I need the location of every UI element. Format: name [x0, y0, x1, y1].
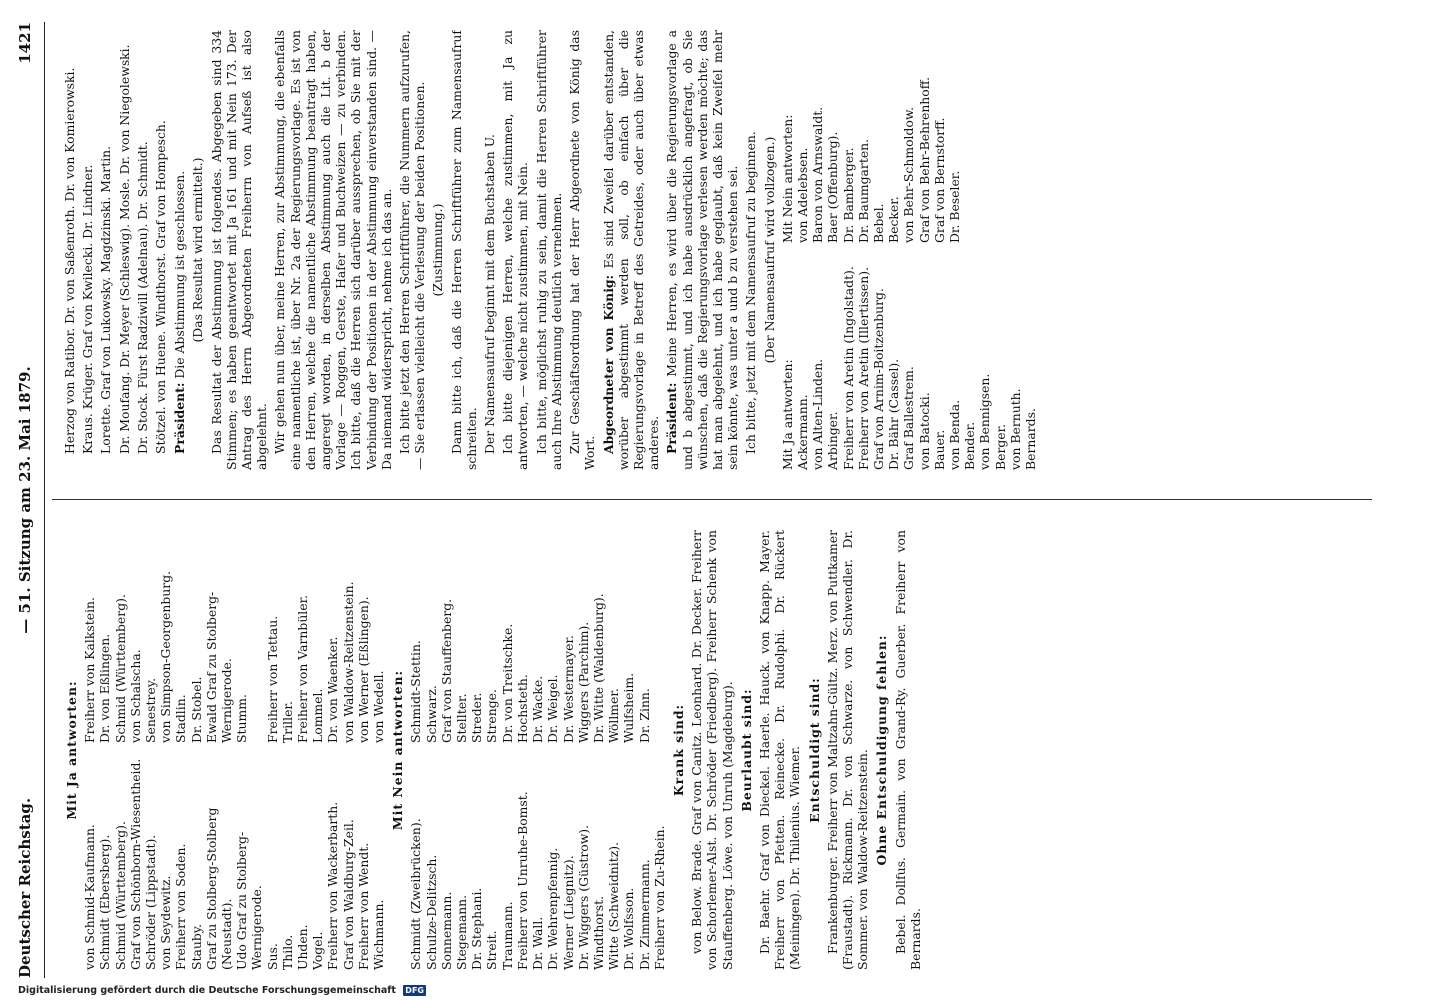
section-heading: Mit Nein antworten:: [779, 114, 795, 243]
member-name: von Schalscha.: [127, 649, 143, 743]
member-name: Becker.: [886, 196, 902, 243]
member-name: Freiherr von Soden.: [173, 843, 189, 970]
member-name: Dr. Wolfsson.: [621, 887, 637, 970]
page-number: 1421: [16, 22, 34, 64]
member-name: von Schmid-Kaufmann.: [82, 824, 98, 970]
absentee-paragraph: von Below. Brade. Graf von Canitz. Leonhard. Dr. Decker. Freiherr von Schorlemer-Alst. Dr. Schröder (Friedberg). Freiherr Schenk von Stauffenberg. Löwe. von Unruh (Magdeburg).: [689, 530, 735, 970]
name-line: Stötzel. von Huene. Windthorst. Graf von Hompesch.: [153, 120, 169, 454]
member-name: Ackermann.: [794, 394, 810, 470]
member-name: Dr. Westermayer.: [560, 635, 576, 743]
member-name: Dr. Wall.: [530, 916, 546, 970]
left-column: [62, 530, 1362, 970]
member-name: Graf zu Stolberg-Stolberg (Neustadt).: [203, 807, 235, 970]
speaker-name: Präsident:: [172, 382, 188, 454]
absentee-paragraph: Bebel. Dollfus. Germain. von Grand-Ry. Guerber. Freiherr von Bernards.: [892, 530, 923, 970]
speaker-name: Abgeordneter von König:: [600, 274, 616, 454]
name-list: [408, 530, 666, 970]
member-name: Dr. Witte (Waldenburg).: [590, 593, 606, 743]
text-paragraph: Wir gehen nun über, meine Herren, zur Abstimmung, die ebenfalls eine namentliche ist, über Nr. 2a der Regierungsvorlage. Es ist von den Herren, welche die namentliche Abstimmung beantragt haben, angeregt worden, in derselben Abstimmung auch die Lit. b der Vorlage — Roggen, Gerste, Hafer und Buchweizen — zu verbinden. Ich bitte, daß die Herren sich darüber aussprechen, ob Sie mit der Verbindung der Positionen in der Abstimmung einverstanden sind. — Da niemand widerspricht, nehme ich das an.: [272, 30, 394, 470]
vote-section: [390, 530, 667, 970]
member-name: Uhden.: [295, 924, 311, 970]
member-name: Bernards.: [1022, 408, 1038, 470]
member-name: von Werner (Eßlingen).: [355, 596, 371, 743]
member-name: Schwarz.: [423, 685, 439, 743]
member-name: Arbinger.: [825, 411, 841, 470]
member-name: Schmidt (Ebersberg).: [97, 834, 113, 970]
member-name: von Bernuth.: [1007, 388, 1023, 470]
text-paragraph: Der Namensaufruf beginnt mit dem Buchstaben U.: [482, 134, 498, 454]
absentee-paragraph: Frankenburger. Freiherr von Maltzahn-Gültz. Merz. von Puttkamer (Fraustadt). Rickmann. Dr. von Schwarze. von Schwendler. Dr. Sommer. von Waldow-Reitzenstein.: [824, 530, 871, 970]
no-list: [780, 30, 1038, 243]
vote-section: [739, 530, 803, 970]
member-name: Windthorst.: [590, 895, 606, 970]
member-name: Wöllmer.: [606, 688, 622, 743]
member-name: Freiherr von Aretin (Illertissen).: [855, 266, 871, 470]
member-name: Graf von Arnim-Boitzenburg.: [870, 288, 886, 470]
member-name: Bauer.: [931, 429, 947, 470]
text-paragraph: Ich bitte, möglichst ruhig zu sein, damit die Herren Schriftführer auch Ihre Abstimmung deutlich vernehmen.: [533, 30, 564, 470]
member-name: Sonnemann.: [438, 891, 454, 970]
member-name: Dr. Bähr (Cassel).: [886, 358, 902, 470]
speech-paragraph: [172, 30, 187, 470]
member-name: Hochsteth.: [514, 674, 530, 743]
member-name: Graf von Stauffenberg.: [438, 598, 454, 743]
member-name: Stadlin.: [173, 694, 189, 743]
member-name: Witte (Schweidnitz).: [606, 841, 622, 970]
member-name: Streit.: [484, 930, 500, 970]
right-column: [62, 30, 1362, 470]
member-name: von Behr-Schmoldow.: [901, 107, 917, 243]
member-name: von Adelebsen.: [794, 147, 810, 243]
digitization-note: [18, 985, 426, 996]
section-heading: Krank sind:: [670, 703, 686, 797]
member-name: Bender.: [962, 421, 978, 470]
member-name: Wichmann.: [371, 899, 387, 970]
member-name: Baer (Offenburg).: [825, 131, 841, 243]
member-name: Freiherr von Unruhe-Bomst.: [514, 791, 530, 970]
member-name: Stellter.: [454, 693, 470, 743]
member-name: Vogel.: [310, 931, 326, 970]
member-name: Dr. Wiggers (Güstrow).: [575, 824, 591, 970]
member-name: von Batocki.: [916, 392, 932, 470]
member-name: Graf von Waldburg-Zeil.: [340, 819, 356, 970]
yes-list: [780, 257, 1038, 470]
name-list: [82, 530, 386, 970]
dfg-logo: DFG: [405, 986, 424, 995]
text-paragraph: Das Resultat der Abstimmung ist folgendes. Abgegeben sind 334 Stimmen; es haben geantwortet mit Ja 161 und mit Nein 173. Der Antrag des Herrn Abgeordneten Freiherrn von Aufseß ist also abgelehnt.: [208, 30, 270, 470]
member-name: Dr. Wacke.: [530, 675, 546, 743]
member-name: Freiherr von Aretin (Ingolstadt).: [840, 266, 856, 470]
section-heading: Ohne Entschuldigung fehlen:: [874, 634, 890, 866]
member-name: Triller.: [279, 701, 295, 743]
header-session: — 51. Sitzung am 23. Mai 1879.: [16, 366, 34, 634]
text-paragraph: Dann bitte ich, daß die Herren Schriftführer zum Namensaufruf schreiten.: [448, 30, 479, 470]
vote-section: [671, 530, 735, 970]
member-name: Strenge.: [484, 689, 500, 743]
member-name: Dr. Baumgarten.: [855, 138, 871, 243]
header-journal-title: Deutscher Reichstag.: [16, 797, 34, 978]
column-divider: [52, 499, 1372, 500]
speech-text: Es sind Zweifel darüber entstanden, worüber abgestimmt werden soll, ob einfach über die Regierungsvorlage in Betreff des Getreides, oder auch über etwas anderes.: [600, 30, 662, 470]
vote-section: [874, 530, 923, 970]
member-name: Traumann.: [499, 901, 515, 970]
member-name: Dr. Stephani.: [469, 887, 485, 970]
member-name: Freiherr von Tettau.: [264, 615, 280, 743]
member-name: Dr. Weigel.: [545, 674, 561, 743]
speech-paragraph: [601, 30, 662, 470]
page-header: [16, 22, 44, 978]
member-name: Stegemann.: [454, 894, 470, 970]
name-line: Herzog von Ratibor. Dr. von Saßenroth. Dr. von Komierowski.: [62, 67, 77, 454]
member-name: Freiherr von Varnbüler.: [295, 594, 311, 743]
member-name: Schmidt (Zweibrücken).: [408, 818, 424, 970]
member-name: Dr. von Eßlingen.: [97, 633, 113, 743]
name-line: Kraus. Krüger. Graf von Kwilecki. Dr. Lindner.: [80, 164, 96, 454]
member-name: Freiherr von Wendt.: [355, 842, 371, 970]
member-name: Wulfsheim.: [621, 672, 637, 743]
member-name: Ewald Graf zu Stolberg-Wernigerode.: [203, 591, 235, 743]
member-name: von Alten-Linden.: [810, 358, 826, 470]
member-name: Schulze-Delitzsch.: [423, 854, 439, 970]
text-paragraph: Ich bitte diejenigen Herren, welche zustimmen, mit Ja zu antworten, — welche nicht zustimmen, mit Nein.: [500, 30, 531, 470]
stage-direction: (Das Resultat wird ermittelt.): [190, 157, 206, 343]
member-name: Dr. Zimmermann.: [636, 859, 652, 970]
text-paragraph: Ich bitte, jetzt mit dem Namensaufruf zu beginnen.: [743, 131, 759, 454]
member-name: Freiherr von Wackerbarth.: [325, 801, 341, 970]
member-name: Bebel.: [870, 203, 886, 243]
member-name: Dr. Wehrenpfennig.: [545, 847, 561, 970]
member-name: Dr. Beseler.: [946, 170, 962, 243]
member-name: Dr. Bamberger.: [840, 147, 856, 243]
member-name: Dr. von Waenker.: [325, 636, 341, 743]
member-name: Stumm.: [234, 694, 250, 743]
speech-paragraph: [664, 30, 740, 470]
member-name: Werner (Liegnitz).: [560, 855, 576, 970]
member-name: Sus.: [264, 943, 280, 970]
section-heading: Entschuldigt sind:: [806, 677, 822, 823]
speech-text: Meine Herren, es wird über die Regierungsvorlage a und b abgestimmt, und ich habe ausdrücklich angefragt, ob Sie wünschen, daß die Regierungsvorlage verlesen werden möchte; das hat man abgelehnt, und ich habe geglaubt, daß kein Zweifel mehr sein könnte, was unter a und b zu verstehen sei.: [664, 30, 741, 470]
stage-direction: (Der Namensaufruf wird vollzogen.): [761, 136, 777, 364]
two-column-vote-list: [780, 30, 1038, 470]
name-line: Lorette. Graf von Lukowsky. Magdzinski. Martin.: [98, 145, 114, 454]
section-heading: Mit Ja antworten:: [779, 359, 795, 470]
member-name: Dr. von Treitschke.: [499, 623, 515, 743]
member-name: Schmid (Württemberg).: [112, 821, 128, 970]
member-name: Schröder (Lippstadt).: [143, 834, 159, 970]
member-name: Graf Ballestrem.: [901, 366, 917, 470]
text-paragraph: Zur Geschäftsordnung hat der Herr Abgeordnete von König das Wort.: [567, 30, 598, 470]
member-name: Graf von Schönborn-Wiesentheid.: [127, 758, 143, 970]
text-paragraph: Ich bitte jetzt den Herren Schriftführer, die Nummern aufzurufen, — Sie erlassen vielleicht die Verlesung der beiden Positionen.: [397, 30, 428, 470]
member-name: Dr. Stobel.: [188, 676, 204, 743]
member-name: Schmid (Württemberg).: [112, 594, 128, 743]
section-heading: Beurlaubt sind:: [738, 688, 754, 812]
section-heading: Mit Ja antworten:: [64, 680, 79, 820]
member-name: Streder.: [469, 692, 485, 743]
member-name: Dr. Zinn.: [636, 688, 652, 743]
member-name: Wiggers (Parchim).: [575, 621, 591, 743]
member-name: von Simpson-Georgenburg.: [158, 570, 174, 743]
member-name: von Seydewitz.: [158, 875, 174, 970]
header-rule: [44, 22, 45, 978]
member-name: Freiherr von Zu-Rhein.: [651, 825, 667, 970]
member-name: Schmidt-Stettin.: [408, 640, 424, 743]
member-name: von Benda.: [946, 399, 962, 470]
member-name: Udo Graf zu Stolberg-Wernigerode.: [234, 831, 265, 970]
stage-direction: (Zustimmung.): [430, 203, 446, 297]
digitization-note-text: Digitalisierung gefördert durch die Deutsche Forschungsgemeinschaft: [18, 985, 396, 996]
absentee-paragraph: Dr. Baehr. Graf von Dieckel. Haerle. Hauck. von Knapp. Mayer. Freiherr von Pfetten. Reinecke. Dr. Rudolphi. Dr. Rückert (Meiningen). Dr. Thilenius. Wiemer.: [756, 530, 803, 970]
name-line: Dr. Moufang. Dr. Meyer (Schleswig). Mosle. Dr. von Niegolewski.: [116, 44, 132, 454]
speaker-name: Präsident:: [664, 382, 680, 454]
vote-section: [64, 530, 386, 970]
member-name: Graf von Behr-Behrenhoff.: [916, 76, 932, 243]
member-name: Baron von Arnswaldt.: [810, 106, 826, 243]
member-name: Senestrey.: [143, 677, 159, 743]
member-name: von Bennigsen.: [977, 373, 993, 470]
name-line: Dr. Stock. Fürst Radziwill (Adelnau). Dr. Schmidt.: [134, 141, 150, 454]
vote-section: [807, 530, 871, 970]
member-name: von Wedell.: [371, 670, 387, 743]
member-name: Stauby.: [188, 923, 204, 970]
member-name: Freiherr von Kalkstein.: [82, 597, 98, 743]
section-heading: Mit Nein antworten:: [390, 669, 406, 831]
speech-text: Die Abstimmung ist geschlossen.: [172, 170, 188, 379]
member-name: Thilo.: [279, 934, 295, 970]
member-name: Berger.: [992, 423, 1008, 470]
member-name: Lommel.: [310, 688, 326, 743]
member-name: von Waldow-Reitzenstein.: [340, 581, 356, 743]
name-continuation: [62, 30, 168, 470]
member-name: Graf von Bernstorff.: [931, 117, 947, 243]
